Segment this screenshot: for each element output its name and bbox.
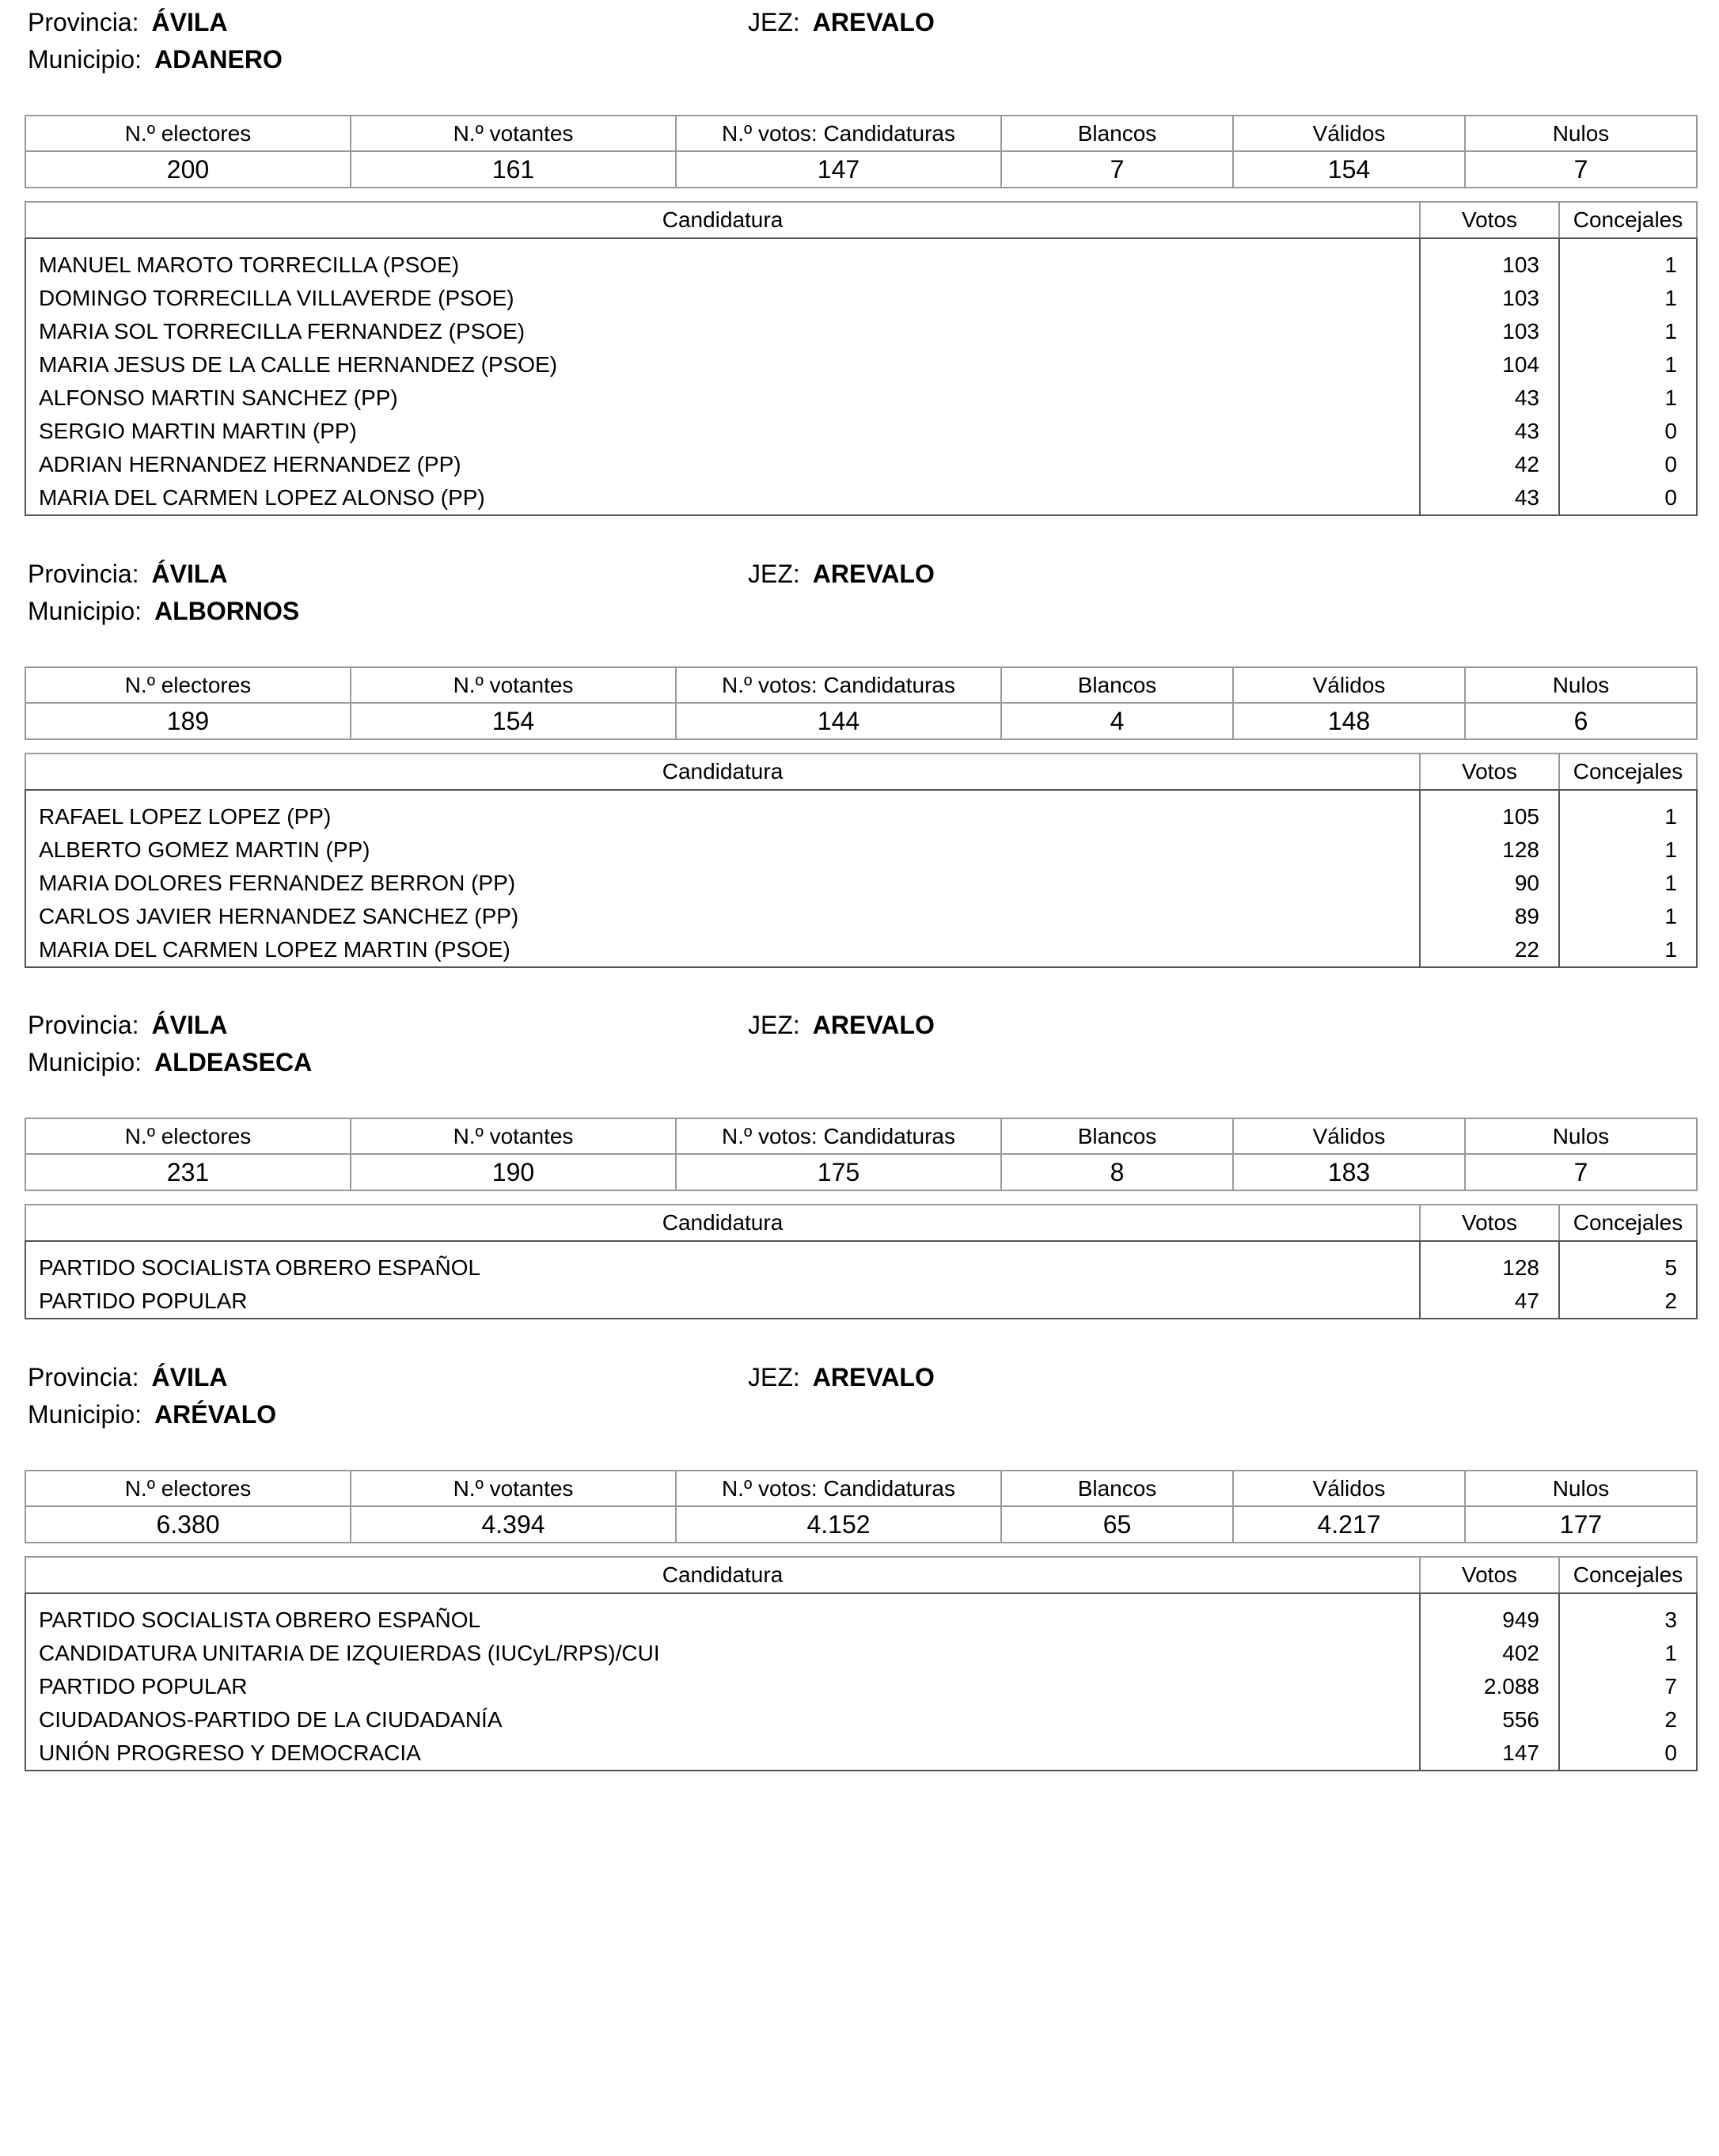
votos-value: 90: [1420, 867, 1559, 900]
votos-header: Votos: [1420, 753, 1559, 790]
candidatura-name: ALBERTO GOMEZ MARTIN (PP): [25, 833, 1420, 867]
municipio-value: ALDEASECA: [154, 1048, 313, 1076]
municipio-line: [28, 1400, 276, 1429]
concejales-header: Concejales: [1559, 753, 1697, 790]
stats-header-votantes: N.º votantes: [351, 116, 676, 151]
votos-value: 105: [1420, 790, 1559, 833]
block-header: [25, 560, 1696, 632]
stats-value-votos_candidaturas: 147: [676, 151, 1001, 188]
stats-header-electores: N.º electores: [25, 1118, 351, 1154]
stats-header-row: [25, 116, 1697, 151]
municipio-block: [25, 560, 1696, 968]
votos-value: 402: [1420, 1637, 1559, 1670]
provincia-label: Provincia:: [28, 1011, 139, 1039]
municipio-line: [28, 597, 299, 626]
stats-header-electores: N.º electores: [25, 1471, 351, 1506]
candidaturas-header-row: [25, 1557, 1697, 1593]
candidatura-name: PARTIDO POPULAR: [25, 1285, 1420, 1319]
concejales-value: 7: [1559, 1670, 1697, 1703]
jez-line: [748, 8, 935, 37]
municipio-block: [25, 1011, 1696, 1319]
votos-value: 47: [1420, 1285, 1559, 1319]
stats-header-validos: Válidos: [1233, 667, 1465, 703]
votos-value: 43: [1420, 415, 1559, 448]
candidaturas-header-row: [25, 202, 1697, 238]
municipio-line: [28, 45, 283, 74]
stats-value-votantes: 190: [351, 1154, 676, 1190]
jez-value: AREVALO: [812, 1363, 935, 1391]
provincia-line: [28, 8, 228, 37]
votos-value: 22: [1420, 933, 1559, 967]
candidatura-header: Candidatura: [25, 202, 1420, 238]
candidaturas-table: [25, 753, 1698, 968]
votos-value: 42: [1420, 448, 1559, 481]
stats-value-row: [25, 703, 1697, 739]
stats-value-votantes: 154: [351, 703, 676, 739]
provincia-label: Provincia:: [28, 8, 139, 36]
candidaturas-header-row: [25, 1205, 1697, 1241]
votos-value: 43: [1420, 481, 1559, 515]
provincia-line: [28, 560, 228, 589]
stats-table: [25, 1118, 1698, 1191]
votos-header: Votos: [1420, 202, 1559, 238]
table-row: [25, 1737, 1697, 1771]
concejales-value: 5: [1559, 1241, 1697, 1285]
candidatura-name: PARTIDO SOCIALISTA OBRERO ESPAÑOL: [25, 1593, 1420, 1637]
concejales-header: Concejales: [1559, 202, 1697, 238]
provincia-value: ÁVILA: [151, 1363, 228, 1391]
provincia-line: [28, 1011, 228, 1040]
concejales-value: 1: [1559, 381, 1697, 415]
stats-value-blancos: 7: [1001, 151, 1233, 188]
jez-value: AREVALO: [812, 1011, 935, 1039]
concejales-value: 1: [1559, 900, 1697, 933]
stats-header-votantes: N.º votantes: [351, 1118, 676, 1154]
votos-value: 103: [1420, 238, 1559, 282]
block-header: [25, 8, 1696, 81]
votos-value: 147: [1420, 1737, 1559, 1771]
table-row: [25, 1703, 1697, 1737]
stats-header-votos_candidaturas: N.º votos: Candidaturas: [676, 667, 1001, 703]
stats-value-nulos: 7: [1465, 1154, 1697, 1190]
stats-value-validos: 148: [1233, 703, 1465, 739]
jez-label: JEZ:: [748, 8, 800, 36]
table-row: [25, 282, 1697, 315]
votos-value: 128: [1420, 833, 1559, 867]
votos-value: 103: [1420, 315, 1559, 348]
stats-header-electores: N.º electores: [25, 116, 351, 151]
votos-value: 2.088: [1420, 1670, 1559, 1703]
jez-value: AREVALO: [812, 560, 935, 588]
table-row: [25, 1593, 1697, 1637]
municipio-block: [25, 8, 1696, 516]
table-row: [25, 238, 1697, 282]
municipio-line: [28, 1048, 312, 1077]
candidatura-name: RAFAEL LOPEZ LOPEZ (PP): [25, 790, 1420, 833]
concejales-header: Concejales: [1559, 1557, 1697, 1593]
municipio-value: ADANERO: [154, 45, 283, 74]
municipio-label: Municipio:: [28, 1048, 142, 1076]
concejales-value: 0: [1559, 448, 1697, 481]
table-row: [25, 381, 1697, 415]
stats-value-validos: 183: [1233, 1154, 1465, 1190]
stats-header-electores: N.º electores: [25, 667, 351, 703]
candidatura-name: UNIÓN PROGRESO Y DEMOCRACIA: [25, 1737, 1420, 1771]
stats-table: [25, 1470, 1698, 1543]
concejales-value: 1: [1559, 933, 1697, 967]
stats-value-nulos: 6: [1465, 703, 1697, 739]
candidatura-name: MARIA DEL CARMEN LOPEZ MARTIN (PSOE): [25, 933, 1420, 967]
stats-value-row: [25, 1506, 1697, 1543]
concejales-value: 0: [1559, 481, 1697, 515]
stats-table: [25, 115, 1698, 188]
concejales-value: 1: [1559, 833, 1697, 867]
stats-value-votos_candidaturas: 144: [676, 703, 1001, 739]
candidatura-name: PARTIDO SOCIALISTA OBRERO ESPAÑOL: [25, 1241, 1420, 1285]
candidatura-name: ALFONSO MARTIN SANCHEZ (PP): [25, 381, 1420, 415]
stats-value-nulos: 177: [1465, 1506, 1697, 1543]
concejales-value: 1: [1559, 867, 1697, 900]
candidaturas-table: [25, 1204, 1698, 1319]
stats-value-row: [25, 151, 1697, 188]
table-row: [25, 481, 1697, 515]
jez-label: JEZ:: [748, 560, 800, 588]
stats-header-nulos: Nulos: [1465, 116, 1697, 151]
stats-value-blancos: 65: [1001, 1506, 1233, 1543]
provincia-label: Provincia:: [28, 560, 139, 588]
candidatura-name: PARTIDO POPULAR: [25, 1670, 1420, 1703]
candidatura-name: ADRIAN HERNANDEZ HERNANDEZ (PP): [25, 448, 1420, 481]
stats-header-row: [25, 1471, 1697, 1506]
jez-line: [748, 1011, 935, 1040]
table-row: [25, 1285, 1697, 1319]
municipio-label: Municipio:: [28, 597, 142, 625]
stats-header-nulos: Nulos: [1465, 667, 1697, 703]
stats-header-votos_candidaturas: N.º votos: Candidaturas: [676, 1471, 1001, 1506]
stats-header-blancos: Blancos: [1001, 1471, 1233, 1506]
votos-header: Votos: [1420, 1557, 1559, 1593]
concejales-value: 1: [1559, 315, 1697, 348]
stats-header-blancos: Blancos: [1001, 1118, 1233, 1154]
concejales-value: 1: [1559, 282, 1697, 315]
table-row: [25, 867, 1697, 900]
table-row: [25, 415, 1697, 448]
stats-value-votos_candidaturas: 4.152: [676, 1506, 1001, 1543]
table-row: [25, 1241, 1697, 1285]
candidatura-name: MARIA DEL CARMEN LOPEZ ALONSO (PP): [25, 481, 1420, 515]
block-header: [25, 1363, 1696, 1436]
concejales-value: 1: [1559, 348, 1697, 381]
candidatura-name: SERGIO MARTIN MARTIN (PP): [25, 415, 1420, 448]
stats-header-votantes: N.º votantes: [351, 667, 676, 703]
table-row: [25, 348, 1697, 381]
table-row: [25, 315, 1697, 348]
candidatura-header: Candidatura: [25, 753, 1420, 790]
candidatura-name: CIUDADANOS-PARTIDO DE LA CIUDADANÍA: [25, 1703, 1420, 1737]
municipio-block: [25, 1363, 1696, 1771]
stats-value-electores: 231: [25, 1154, 351, 1190]
municipio-label: Municipio:: [28, 45, 142, 74]
jez-value: AREVALO: [812, 8, 935, 36]
stats-value-blancos: 4: [1001, 703, 1233, 739]
candidatura-name: MARIA SOL TORRECILLA FERNANDEZ (PSOE): [25, 315, 1420, 348]
candidatura-name: MANUEL MAROTO TORRECILLA (PSOE): [25, 238, 1420, 282]
stats-value-blancos: 8: [1001, 1154, 1233, 1190]
candidatura-name: MARIA DOLORES FERNANDEZ BERRON (PP): [25, 867, 1420, 900]
votos-value: 43: [1420, 381, 1559, 415]
candidatura-name: CARLOS JAVIER HERNANDEZ SANCHEZ (PP): [25, 900, 1420, 933]
stats-value-validos: 154: [1233, 151, 1465, 188]
candidaturas-table: [25, 201, 1698, 516]
jez-label: JEZ:: [748, 1363, 800, 1391]
stats-header-votantes: N.º votantes: [351, 1471, 676, 1506]
stats-header-row: [25, 667, 1697, 703]
concejales-value: 2: [1559, 1285, 1697, 1319]
stats-header-blancos: Blancos: [1001, 116, 1233, 151]
stats-header-validos: Válidos: [1233, 1118, 1465, 1154]
jez-line: [748, 1363, 935, 1392]
table-row: [25, 833, 1697, 867]
votos-value: 128: [1420, 1241, 1559, 1285]
concejales-value: 2: [1559, 1703, 1697, 1737]
candidatura-name: MARIA JESUS DE LA CALLE HERNANDEZ (PSOE): [25, 348, 1420, 381]
candidatura-name: CANDIDATURA UNITARIA DE IZQUIERDAS (IUCyL/RPS)/CUI: [25, 1637, 1420, 1670]
stats-value-validos: 4.217: [1233, 1506, 1465, 1543]
concejales-value: 0: [1559, 415, 1697, 448]
votos-value: 89: [1420, 900, 1559, 933]
concejales-value: 1: [1559, 1637, 1697, 1670]
stats-header-validos: Válidos: [1233, 1471, 1465, 1506]
concejales-header: Concejales: [1559, 1205, 1697, 1241]
provincia-line: [28, 1363, 228, 1392]
municipio-value: ALBORNOS: [154, 597, 300, 625]
stats-header-row: [25, 1118, 1697, 1154]
stats-header-votos_candidaturas: N.º votos: Candidaturas: [676, 1118, 1001, 1154]
votos-value: 103: [1420, 282, 1559, 315]
table-row: [25, 790, 1697, 833]
provincia-value: ÁVILA: [151, 1011, 228, 1039]
provincia-value: ÁVILA: [151, 8, 228, 36]
jez-label: JEZ:: [748, 1011, 800, 1039]
concejales-value: 1: [1559, 790, 1697, 833]
stats-value-nulos: 7: [1465, 151, 1697, 188]
municipio-value: ARÉVALO: [154, 1400, 277, 1429]
stats-header-blancos: Blancos: [1001, 667, 1233, 703]
stats-value-electores: 6.380: [25, 1506, 351, 1543]
table-row: [25, 933, 1697, 967]
stats-value-electores: 200: [25, 151, 351, 188]
candidatura-name: DOMINGO TORRECILLA VILLAVERDE (PSOE): [25, 282, 1420, 315]
block-header: [25, 1011, 1696, 1084]
votos-value: 556: [1420, 1703, 1559, 1737]
table-row: [25, 900, 1697, 933]
stats-header-validos: Válidos: [1233, 116, 1465, 151]
candidaturas-table: [25, 1556, 1698, 1771]
stats-value-votos_candidaturas: 175: [676, 1154, 1001, 1190]
stats-header-nulos: Nulos: [1465, 1471, 1697, 1506]
jez-line: [748, 560, 935, 589]
stats-header-votos_candidaturas: N.º votos: Candidaturas: [676, 116, 1001, 151]
provincia-label: Provincia:: [28, 1363, 139, 1391]
candidatura-header: Candidatura: [25, 1557, 1420, 1593]
provincia-value: ÁVILA: [151, 560, 228, 588]
votos-value: 949: [1420, 1593, 1559, 1637]
table-row: [25, 448, 1697, 481]
stats-value-votantes: 4.394: [351, 1506, 676, 1543]
candidatura-header: Candidatura: [25, 1205, 1420, 1241]
table-row: [25, 1670, 1697, 1703]
stats-header-nulos: Nulos: [1465, 1118, 1697, 1154]
stats-value-row: [25, 1154, 1697, 1190]
concejales-value: 0: [1559, 1737, 1697, 1771]
concejales-value: 3: [1559, 1593, 1697, 1637]
municipio-label: Municipio:: [28, 1400, 142, 1429]
stats-value-electores: 189: [25, 703, 351, 739]
candidaturas-header-row: [25, 753, 1697, 790]
table-row: [25, 1637, 1697, 1670]
votos-value: 104: [1420, 348, 1559, 381]
votos-header: Votos: [1420, 1205, 1559, 1241]
concejales-value: 1: [1559, 238, 1697, 282]
stats-table: [25, 666, 1698, 740]
stats-value-votantes: 161: [351, 151, 676, 188]
